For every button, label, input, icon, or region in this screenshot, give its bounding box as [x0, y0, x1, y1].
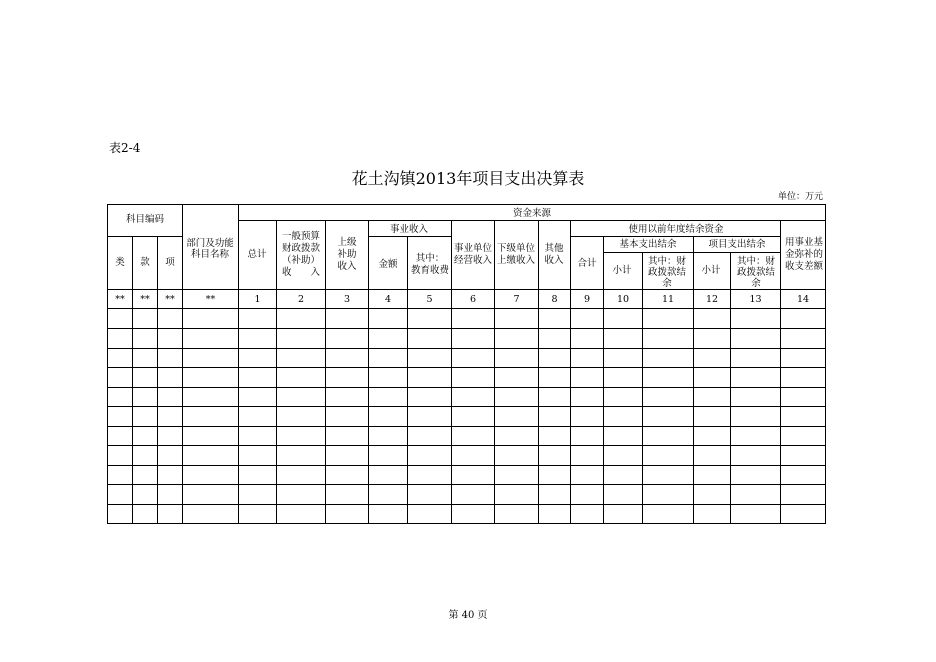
code-cell: 2	[297, 294, 305, 305]
header-other-income-2: 收入	[544, 255, 564, 266]
code-cell: 3	[343, 294, 351, 305]
code-cell: 14	[796, 294, 810, 305]
header-fund-compensate-1: 用事业基	[784, 237, 824, 248]
header-fund-compensate-2: 金弥补的	[784, 249, 824, 260]
header-subject-code: 科目编码	[125, 214, 165, 225]
header-kuan: 款	[140, 257, 150, 268]
header-business-income: 事业收入	[389, 224, 429, 235]
header-project-fiscal-1: 其中：财	[736, 256, 776, 267]
header-project-fiscal-2: 政拨款结	[736, 267, 776, 278]
code-cell: **	[140, 294, 150, 305]
header-basic-fiscal-1: 其中：财	[647, 256, 687, 267]
header-superior-subsidy-1: 上级	[337, 237, 357, 248]
header-fund-compensate-3: 收支差额	[784, 261, 824, 272]
code-cell: 9	[583, 294, 591, 305]
header-dept-name-1: 部门及功能	[186, 238, 234, 249]
code-cell: 1	[254, 294, 261, 305]
code-cell: **	[205, 294, 216, 305]
code-cell: 12	[705, 294, 719, 305]
header-subordinate-income-2: 上缴收入	[496, 255, 536, 266]
header-project-xiaoji: 小计	[701, 265, 721, 276]
header-dept-name-2: 科目名称	[190, 249, 230, 260]
code-cell: **	[165, 294, 175, 305]
page-title: 花土沟镇2013年项目支出决算表	[351, 169, 585, 188]
table-code: 表2-4	[109, 141, 141, 155]
header-basic-fiscal-3: 余	[662, 278, 672, 289]
code-cell: 13	[749, 294, 762, 305]
code-cell: 7	[513, 294, 520, 305]
header-general-budget-2: 财政拨款	[281, 243, 321, 254]
header-superior-subsidy-2: 补助	[337, 249, 357, 260]
header-xiang: 项	[165, 257, 175, 268]
header-edu-fee-1: 其中：	[415, 253, 445, 264]
header-general-budget-4: 收 入	[281, 267, 321, 278]
header-project-fiscal-3: 余	[751, 278, 761, 289]
code-cell: 8	[551, 294, 558, 305]
unit-label: 单位：万元	[777, 192, 823, 202]
header-other-income-1: 其他	[544, 243, 564, 254]
header-edu-fee-2: 教育收费	[410, 265, 450, 276]
header-superior-subsidy-3: 收入	[337, 261, 357, 272]
header-basic-fiscal-2: 政拨款结	[647, 267, 687, 278]
code-cell: 6	[469, 294, 477, 305]
code-cell: **	[115, 294, 125, 305]
header-general-budget-3: （补助）	[281, 255, 321, 266]
header-project-balance: 项目支出结余	[708, 239, 766, 250]
code-cell: 4	[384, 294, 392, 305]
header-subordinate-income-1: 下级单位	[496, 243, 536, 254]
header-basic-xiaoji: 小计	[612, 265, 632, 276]
header-lei: 类	[115, 257, 125, 268]
header-basic-balance: 基本支出结余	[619, 239, 677, 250]
header-fund-source: 资金来源	[512, 208, 552, 219]
code-cell: 11	[661, 294, 675, 305]
header-subtotal-sum: 合计	[577, 258, 597, 269]
header-operating-income-1: 事业单位	[453, 243, 493, 254]
page-footer: 第 40 页	[448, 610, 488, 621]
header-amount: 金额	[378, 259, 398, 270]
header-operating-income-2: 经营收入	[453, 255, 493, 266]
header-prior-balance: 使用以前年度结余资金	[628, 224, 724, 235]
header-total: 总计	[247, 249, 267, 260]
code-cell: 5	[426, 294, 433, 305]
header-general-budget-1: 一般预算	[281, 231, 321, 242]
code-cell: 10	[616, 294, 630, 305]
